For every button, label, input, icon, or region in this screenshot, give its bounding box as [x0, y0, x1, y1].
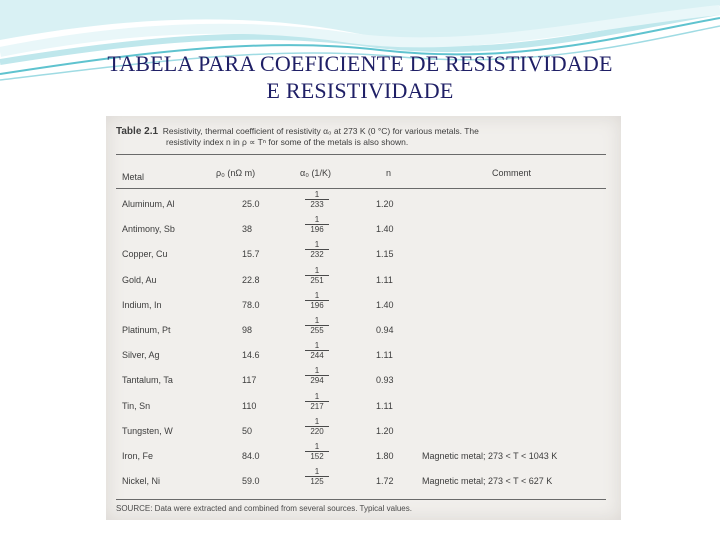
row-alpha-denominator: 233 [310, 200, 324, 209]
row-alpha-fraction [304, 442, 330, 461]
row-n: 1.11 [376, 400, 393, 411]
row-alpha-denominator: 294 [310, 376, 324, 386]
row-metal: Aluminum, Al [122, 199, 175, 209]
row-metal: Tin, Sn [122, 400, 151, 411]
row-alpha-denominator: 196 [310, 300, 324, 310]
row-alpha-numerator: 1 [314, 366, 320, 376]
table-source-note: SOURCE: Data were extracted and combined from several sources. Typical values. [116, 504, 412, 513]
row-resistivity: 110 [242, 400, 257, 411]
row-alpha-numerator: 1 [314, 467, 320, 477]
row-alpha-fraction [304, 240, 330, 259]
row-n: 1.15 [376, 249, 394, 260]
row-alpha-denominator: 255 [310, 326, 324, 335]
row-metal: Antimony, Sb [122, 224, 175, 235]
row-metal: Indium, In [122, 299, 162, 310]
row-metal: Tungsten, W [122, 425, 173, 436]
header-metal: Metal [122, 172, 145, 182]
row-alpha-fraction [304, 341, 330, 360]
table-rule-bottom [116, 499, 606, 500]
row-metal: Iron, Fe [122, 451, 154, 461]
row-alpha-numerator: 1 [314, 442, 320, 451]
row-n: 1.40 [376, 299, 394, 310]
header-resistivity: ρ₀ (nΩ m) [216, 168, 256, 178]
row-comment: Magnetic metal; 273 < T < 1043 K [422, 451, 558, 461]
slide-title-line-2: E RESISTIVIDADE [266, 78, 454, 103]
row-n: 1.11 [376, 274, 393, 285]
row-n: 1.20 [376, 425, 394, 436]
row-resistivity: 59.0 [242, 476, 260, 487]
row-alpha-denominator: 232 [310, 250, 324, 260]
header-alpha: α₀ (1/K) [300, 168, 331, 178]
row-n: 0.93 [376, 375, 394, 386]
row-alpha-fraction [304, 366, 330, 385]
row-alpha-numerator: 1 [314, 190, 320, 199]
table-caption [116, 126, 611, 148]
row-alpha-fraction [304, 417, 330, 436]
table-rule-top [116, 154, 606, 155]
row-metal: Copper, Cu [122, 249, 168, 260]
row-comment: Magnetic metal; 273 < T < 627 K [422, 476, 553, 487]
row-n: 1.11 [376, 350, 393, 361]
row-alpha-fraction [304, 291, 330, 310]
row-alpha-numerator: 1 [314, 316, 320, 325]
row-alpha-numerator: 1 [314, 391, 320, 401]
row-alpha-fraction [304, 190, 330, 209]
row-alpha-numerator: 1 [314, 290, 320, 300]
table-caption-line-1: Resistivity, thermal coefficient of resistivity α₀ at 273 K (0 °C) for various metals. The [162, 126, 479, 136]
row-alpha-denominator: 196 [310, 225, 324, 235]
row-resistivity: 78.0 [242, 299, 260, 310]
row-n: 1.72 [376, 476, 394, 487]
row-alpha-fraction [304, 215, 330, 234]
table-rule-header [116, 188, 606, 189]
row-metal: Nickel, Ni [122, 476, 161, 487]
row-alpha-numerator: 1 [314, 240, 320, 250]
row-alpha-fraction [304, 316, 330, 335]
row-n: 1.20 [376, 199, 394, 209]
header-n: n [386, 168, 392, 178]
row-resistivity: 117 [242, 375, 257, 386]
row-resistivity: 22.8 [242, 274, 260, 285]
slide-title [60, 50, 660, 104]
row-alpha-numerator: 1 [314, 416, 320, 426]
row-alpha-denominator: 217 [310, 401, 324, 411]
row-resistivity: 15.7 [242, 249, 260, 260]
row-alpha-denominator: 152 [310, 452, 324, 461]
row-alpha-numerator: 1 [314, 215, 320, 225]
row-metal: Tantalum, Ta [122, 375, 173, 386]
row-n: 1.80 [376, 451, 394, 461]
row-alpha-fraction [304, 266, 330, 285]
row-alpha-denominator: 244 [310, 351, 324, 361]
header-comment: Comment [492, 168, 532, 178]
row-resistivity: 25.0 [242, 199, 260, 209]
row-alpha-fraction [304, 392, 330, 411]
row-metal: Platinum, Pt [122, 325, 171, 335]
row-resistivity: 14.6 [242, 350, 260, 361]
row-resistivity: 38 [242, 224, 253, 235]
row-alpha-denominator: 251 [310, 275, 324, 285]
row-metal: Gold, Au [122, 274, 157, 285]
row-n: 0.94 [376, 325, 394, 335]
scanned-table-image [106, 116, 621, 520]
row-alpha-denominator: 220 [310, 426, 324, 436]
table-caption-line-2: resistivity index n in ρ ∝ Tⁿ for some of the metals is also shown. [166, 137, 409, 147]
row-n: 1.40 [376, 224, 394, 235]
row-resistivity: 84.0 [242, 451, 260, 461]
row-alpha-numerator: 1 [314, 341, 320, 351]
row-metal: Silver, Ag [122, 350, 160, 361]
row-alpha-denominator: 125 [310, 477, 324, 487]
row-resistivity: 98 [242, 325, 253, 335]
row-alpha-numerator: 1 [314, 265, 320, 275]
slide-title-line-1: TABELA PARA COEFICIENTE DE RESISTIVIDADE [107, 51, 613, 76]
row-resistivity: 50 [242, 425, 253, 436]
table-number: Table 2.1 [116, 126, 159, 137]
row-alpha-fraction [304, 467, 330, 486]
